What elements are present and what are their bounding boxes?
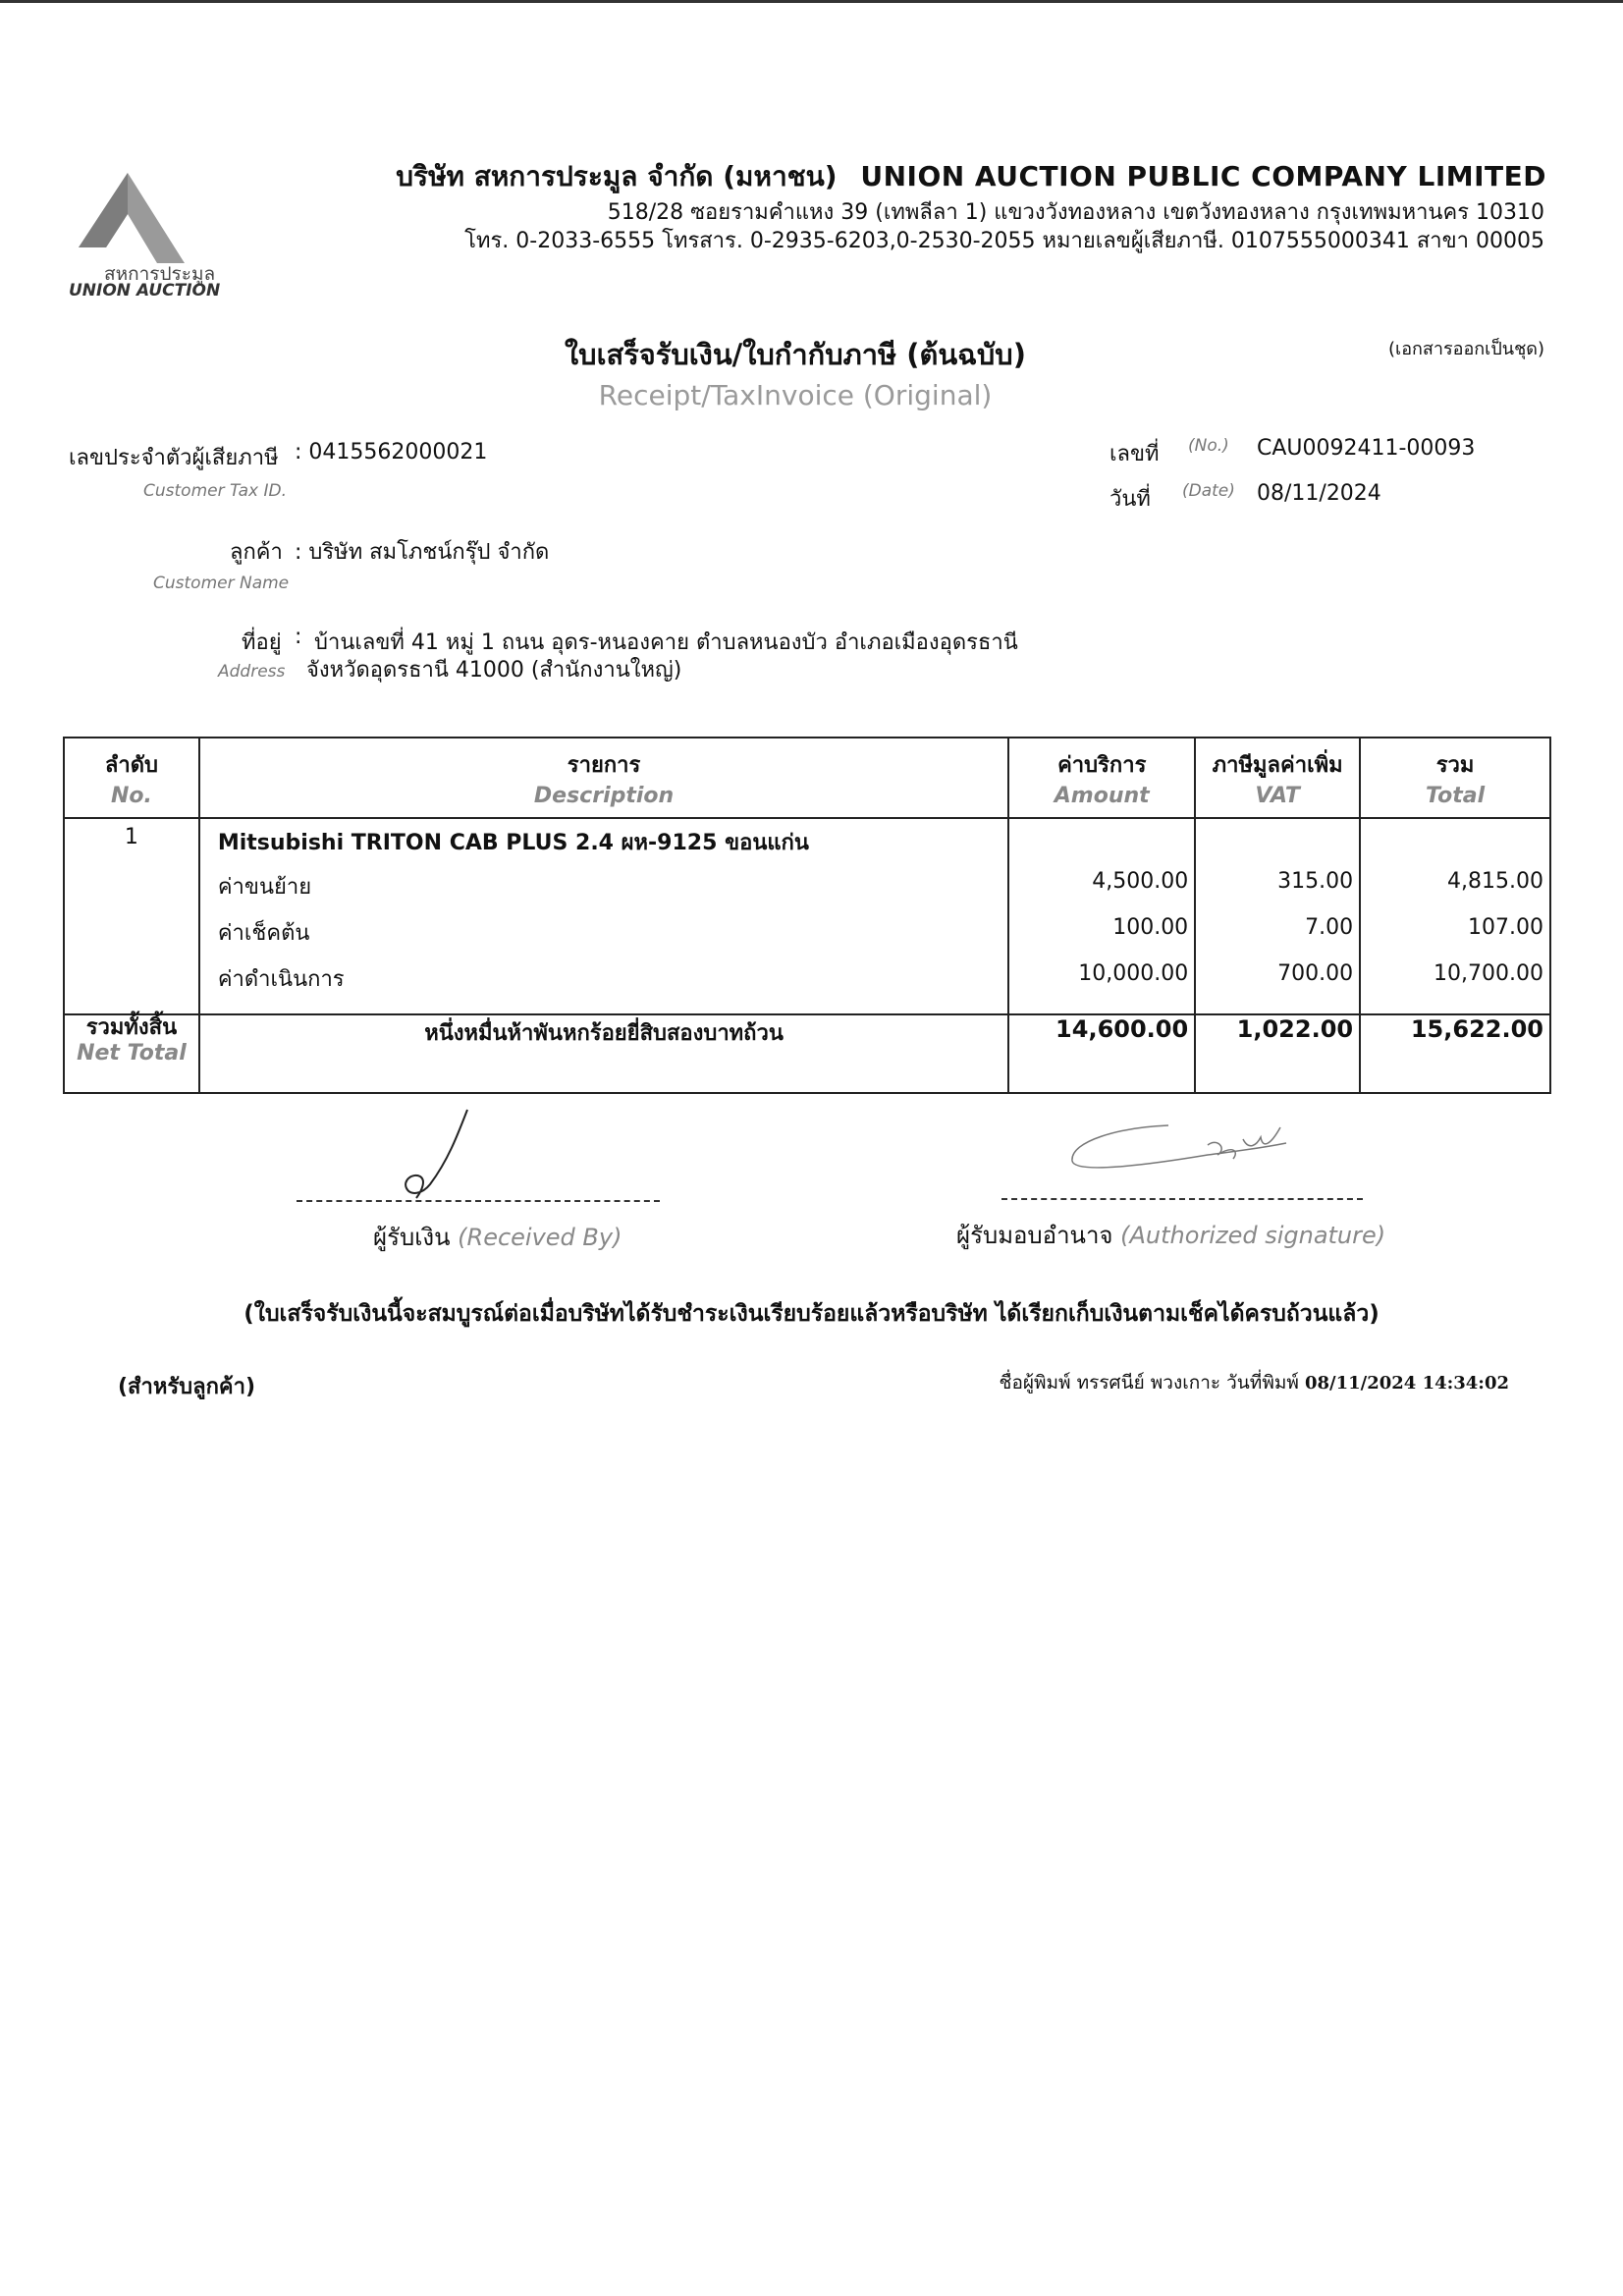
doc-no-sublabel: (No.) bbox=[1188, 436, 1229, 456]
item-no: 1 bbox=[64, 818, 199, 1014]
company-name-english: UNION AUCTION PUBLIC COMPANY LIMITED bbox=[860, 160, 1546, 192]
date-value: 08/11/2024 bbox=[1257, 481, 1381, 506]
customer-name-label: ลูกค้า bbox=[230, 540, 283, 565]
authorized-signature-line bbox=[1001, 1198, 1363, 1200]
address-line-2: จังหวัดอุดรธานี 41000 (สำนักงานใหญ่) bbox=[306, 658, 682, 683]
header-description: รายการ Description bbox=[199, 738, 1008, 818]
line-vat-1: 315.00 bbox=[1277, 869, 1354, 894]
header-amount: ค่าบริการ Amount bbox=[1008, 738, 1195, 818]
doc-no-label: เลขที่ bbox=[1109, 442, 1160, 466]
customer-name-value: : บริษัท สมโภชน์กรุ๊ป จำกัด bbox=[295, 540, 550, 565]
authorized-by-caption: ผู้รับมอบอำนาจ (Authorized signature) bbox=[956, 1222, 1386, 1249]
tax-id-value: : 0415562000021 bbox=[295, 440, 488, 465]
document-subtitle: Receipt/TaxInvoice (Original) bbox=[598, 379, 993, 411]
line-vat-3: 700.00 bbox=[1277, 961, 1354, 986]
item-total-cell bbox=[1360, 818, 1550, 1014]
date-label: วันที่ bbox=[1109, 487, 1151, 512]
item-title: Mitsubishi TRITON CAB PLUS 2.4 ผห-9125 ขอนแก่น bbox=[217, 831, 809, 855]
company-name-thai: บริษัท สหการประมูล จำกัด (มหาชน) bbox=[396, 160, 838, 192]
table-row bbox=[64, 818, 1550, 1014]
received-signature-icon bbox=[393, 1106, 481, 1204]
company-logo bbox=[63, 169, 230, 306]
logo-triangle-icon bbox=[69, 169, 187, 267]
logo-english-text: UNION AUCTION bbox=[69, 281, 221, 301]
item-description-cell bbox=[199, 818, 1008, 1014]
items-table bbox=[63, 737, 1551, 1094]
doc-no-value: CAU0092411-00093 bbox=[1257, 436, 1476, 461]
address-colon: : bbox=[295, 625, 302, 649]
net-total: 15,622.00 bbox=[1360, 1014, 1550, 1093]
address-label: ที่อยู่ bbox=[242, 630, 282, 655]
company-address: 518/28 ซอยรามคำแหง 39 (เทพลีลา 1) แขวงวังทองหลาง เขตวังทองหลาง กรุงเทพมหานคร 10310 bbox=[607, 200, 1544, 225]
line-vat-2: 7.00 bbox=[1305, 915, 1354, 940]
line-total-1: 4,815.00 bbox=[1447, 869, 1543, 894]
printer-label: ชื่อผู้พิมพ์ ทรรศนีย์ พวงเกาะ วันที่พิมพ์ bbox=[999, 1372, 1299, 1394]
customer-copy-label: (สำหรับลูกค้า) bbox=[118, 1375, 256, 1399]
received-by-caption: ผู้รับเงิน (Received By) bbox=[373, 1224, 622, 1251]
line-total-2: 107.00 bbox=[1468, 915, 1543, 940]
item-amount-cell bbox=[1008, 818, 1195, 1014]
address-line-1: บ้านเลขที่ 41 หมู่ 1 ถนน อุดร-หนองคาย ตำบลหนองบัว อำเภอเมืองอุดรธานี bbox=[314, 630, 1018, 655]
header-total: รวม Total bbox=[1360, 738, 1550, 818]
line-desc-2: ค่าเช็คต้น bbox=[217, 921, 310, 946]
table-header-row bbox=[64, 738, 1550, 818]
line-desc-1: ค่าขนย้าย bbox=[217, 875, 312, 900]
received-signature-line bbox=[297, 1200, 660, 1202]
receipt-validity-note: (ใบเสร็จรับเงินนี้จะสมบูรณ์ต่อเมื่อบริษัทได้รับชำระเงินเรียบร้อยแล้วหรือบริษัท ได้เรียกเก็บเงินตามเช็คได้ครบถ้วนแล้ว) bbox=[243, 1301, 1380, 1327]
line-amount-2: 100.00 bbox=[1112, 915, 1189, 940]
document-title: ใบเสร็จรับเงิน/ใบกำกับภาษี (ต้นฉบับ) bbox=[565, 338, 1026, 371]
tax-id-sublabel: Customer Tax ID. bbox=[143, 481, 287, 501]
document-set-note: (เอกสารออกเป็นชุด) bbox=[1388, 339, 1544, 359]
line-amount-3: 10,000.00 bbox=[1078, 961, 1189, 986]
authorized-signature-icon bbox=[1060, 1116, 1316, 1184]
company-contact: โทร. 0-2033-6555 โทรสาร. 0-2935-6203,0-2530-2055 หมายเลขผู้เสียภาษี. 0107555000341 สาขา 00005 bbox=[464, 229, 1544, 253]
net-amount: 14,600.00 bbox=[1008, 1014, 1195, 1093]
header-no: ลำดับ No. bbox=[64, 738, 199, 818]
address-sublabel: Address bbox=[218, 662, 286, 682]
top-border bbox=[0, 0, 1623, 3]
net-total-words: หนึ่งหมื่นห้าพันหกร้อยยี่สิบสองบาทถ้วน bbox=[199, 1014, 1008, 1093]
net-vat: 1,022.00 bbox=[1195, 1014, 1360, 1093]
tax-id-label: เลขประจำตัวผู้เสียภาษี bbox=[69, 446, 279, 470]
print-datetime: 08/11/2024 14:34:02 bbox=[1304, 1373, 1509, 1394]
customer-name-sublabel: Customer Name bbox=[153, 574, 290, 593]
line-total-3: 10,700.00 bbox=[1434, 961, 1543, 986]
logo-thai-text: สหการประมูล bbox=[104, 263, 216, 285]
item-vat-cell bbox=[1195, 818, 1360, 1014]
line-desc-3: ค่าดำเนินการ bbox=[217, 967, 345, 992]
header-vat: ภาษีมูลค่าเพิ่ม VAT bbox=[1195, 738, 1360, 818]
date-sublabel: (Date) bbox=[1182, 481, 1235, 501]
company-name bbox=[396, 155, 1546, 198]
net-total-label: รวมทั้งสิ้น Net Total bbox=[64, 1014, 199, 1093]
line-amount-1: 4,500.00 bbox=[1092, 869, 1189, 894]
print-info bbox=[1000, 1368, 1509, 1397]
net-total-row bbox=[64, 1014, 1550, 1093]
